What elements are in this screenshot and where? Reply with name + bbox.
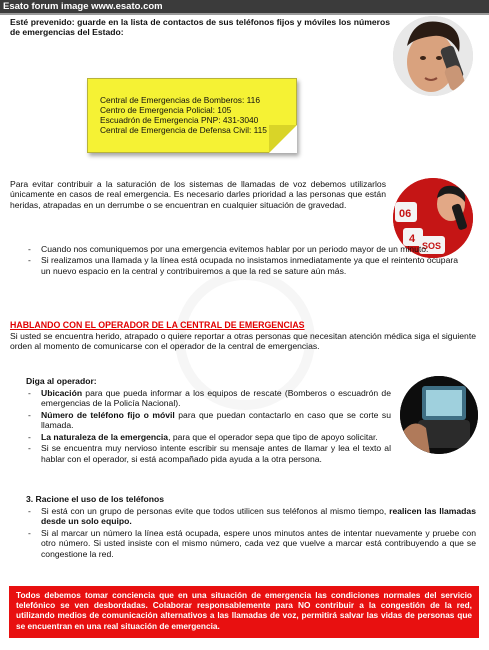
mobile-phone-photo bbox=[400, 376, 478, 454]
emergency-number-police: Centro de Emergencia Policial: 105 bbox=[100, 105, 232, 116]
operator-item-text: para que puedan contactarlo en caso que se corte su llamada. bbox=[41, 409, 391, 431]
section-heading: HABLANDO CON EL OPERADOR DE LA CENTRAL DE EMERGENCIAS bbox=[10, 320, 305, 330]
operator-item-text: , para que el operador sepa que tipo de apoyo solicitar. bbox=[168, 431, 378, 442]
operator-item-nervous bbox=[26, 443, 391, 464]
ration-item-bold: realicen las llamadas desde un solo equipo. bbox=[41, 506, 476, 527]
operator-item-text: para que pueda informar a los equipos de rescate (Bomberos o escuadrón de emergencias de la Policía Nacional). bbox=[41, 388, 391, 409]
keypad-label-2: 4 bbox=[409, 233, 416, 245]
emergency-number-firefighters: Central de Emergencias de Bomberos: 116 bbox=[100, 95, 260, 105]
call-tip-item: - Cuando nos comuniquemos por una emergencia evitemos hablar por un periodo mayor de un minuto. bbox=[26, 244, 458, 254]
section-intro: Si usted se encuentra herido, atrapado o quiere reportar a otras personas que necesitan atención médica siga el siguiente orden al momento de comunicarse con el operador de la central de emergencias. bbox=[10, 331, 476, 352]
forum-watermark-text: Esato forum image www.esato.com bbox=[3, 1, 163, 12]
ration-item-busy: - Si al marcar un número la línea está ocupada, espere unos minutos antes de intentar nuevamente y pruebe con otro número. Si usted insiste con el mismo número, cada vez que vuelve a marcar está contribuyendo a que se congestione la red. bbox=[26, 528, 476, 559]
operator-item-text: Si se encuentra muy nervioso intente escribir su mensaje antes de llamar y lea el texto al hablar con el operador, si está acompañado pida ayuda a la otra persona. bbox=[41, 443, 391, 464]
ration-item-group bbox=[26, 506, 476, 527]
awareness-callout: Todos debemos tomar conciencia que en una situación de emergencia las condiciones normales del servicio telefónico se ven desbordadas. Colaborar responsablemente para NO contribuir a la congestión de la red, utilizando medios de comunicación alternativos a las llamadas de voz, permitirá salvar las vidas de personas que se encuentran en una real situación de emergencia. bbox=[9, 586, 479, 638]
operator-item-bold: La naturaleza de la emergencia bbox=[41, 431, 169, 442]
call-tips-list bbox=[26, 244, 458, 277]
person-on-phone-photo bbox=[393, 16, 473, 96]
emergency-number-pnp: Escuadrón de Emergencia PNP: 431-3040 bbox=[100, 115, 259, 126]
operator-item-phone bbox=[26, 410, 391, 431]
keypad-label-1: 06 bbox=[399, 208, 412, 220]
intro-text: Esté prevenido: guarde en la lista de contactos de sus teléfonos fijos y móviles los números de emergencias del Estado: bbox=[10, 17, 390, 38]
operator-item-nature bbox=[26, 432, 391, 442]
operator-item-bold: Número de teléfono fijo o móvil bbox=[41, 409, 175, 420]
emergency-numbers-note bbox=[87, 78, 297, 153]
ration-item-text: Si está con un grupo de personas evite que todos utilicen sus teléfonos al mismo tiempo, bbox=[41, 506, 390, 516]
keypad-label-sos: SOS bbox=[422, 241, 442, 251]
topbar-divider bbox=[0, 13, 489, 15]
call-tip-item: - Si realizamos una llamada y la línea está ocupada no insistamos inmediatamente ya que el reintento ocupara un nuevo espacio en la central y contribuiremos a que la red se sature aún más. bbox=[26, 255, 458, 276]
operator-list-title: Diga al operador: bbox=[26, 376, 97, 386]
saturation-paragraph: Para evitar contribuir a la saturación de los sistemas de llamadas de voz debemos utilizarlos únicamente en casos de real emergencia. Es necesario darles prioridad a las personas que están heridas, atrapadas en un derrumbe o se encuentran en cualquier situación de gravedad. bbox=[10, 179, 386, 210]
ration-title: 3. Racione el uso de los teléfonos bbox=[26, 494, 165, 504]
person-on-phone-illustration bbox=[393, 16, 473, 96]
operator-list bbox=[26, 388, 391, 465]
operator-item-bold: Ubicación bbox=[41, 388, 83, 398]
ration-list bbox=[26, 506, 476, 560]
operator-item-location bbox=[26, 388, 391, 409]
mobile-phone-illustration bbox=[400, 376, 478, 454]
forum-watermark-bar bbox=[0, 0, 489, 13]
emergency-number-civil-defense: Central de Emergencia de Defensa Civil: 115 bbox=[100, 125, 267, 136]
